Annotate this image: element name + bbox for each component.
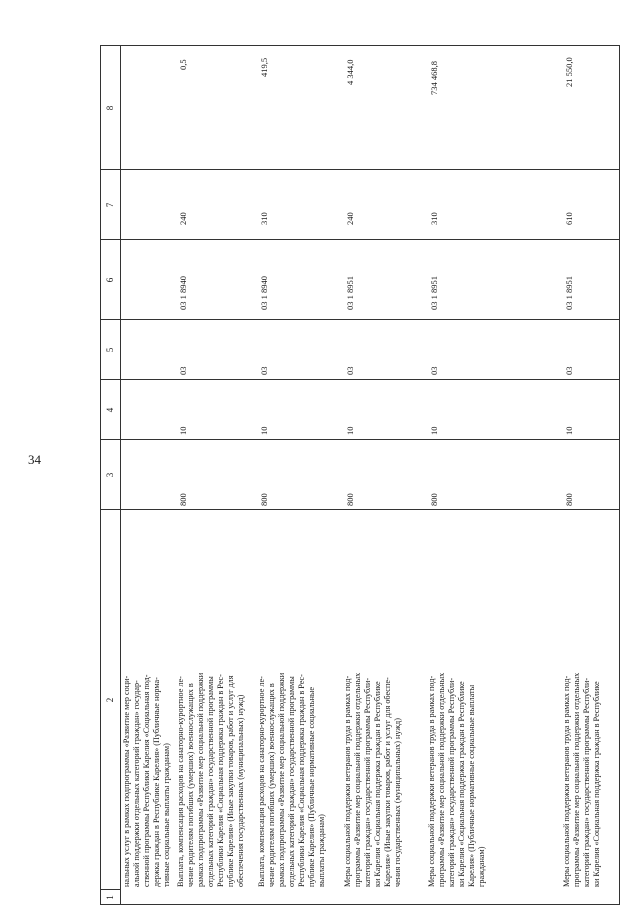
column-number: 3: [105, 472, 115, 478]
column-number: 6: [105, 277, 115, 283]
cell-c5: 03: [345, 366, 355, 375]
column-number: 2: [105, 697, 115, 703]
column-number: 7: [105, 202, 115, 208]
col-divider-4-5: [100, 379, 620, 380]
col-divider-7-8: [100, 169, 620, 170]
cell-c7: 310: [429, 212, 439, 225]
cell-c6: 03 1 8951: [564, 276, 574, 310]
cell-c8: 734 468,8: [429, 61, 439, 95]
row-description: Меры социальной поддержки ветеранов труда в рамках под- программы «Развитие мер социальной поддержки отдельных категорий граждан» государственной программы Республи- ки Карелия «Социальная поддержка граждан в Республике Карелия» (Иные закупки товаров, работ и услуг для обеспе- чения государственных (муниципальных) нужд): [343, 672, 402, 887]
cell-c7: 240: [178, 212, 188, 225]
cell-c6: 03 1 8951: [429, 276, 439, 310]
col-divider-5-6: [100, 319, 620, 320]
table-border-bottom: [619, 45, 620, 905]
row-description: Выплата, компенсация расходов на санаторно-курортное ле- чение родителям погибших (умерших) военнослужащих в рамках подпрограммы «Развитие мер социальной поддержки отдельных категорий граждан» государственной программы Республики Карелия «Социальная поддержка граждан в Рес- публике Карелия» (Публичные нормативные социальные выплаты гражданам): [257, 672, 326, 887]
row-description: нальных услуг в рамках подпрограммы «Развитие мер соци- альной поддержки отдельных категорий граждан» государ- ственной программы Республики Карелия «Социальная под- держка граждан в Республике Карелия» (Публичные норма- тивные социальные выплаты гражданам): [122, 674, 171, 887]
cell-c3: 800: [345, 493, 355, 506]
budget-table: [100, 45, 620, 905]
cell-c8: 4 344,0: [345, 59, 355, 85]
cell-c6: 03 1 8951: [345, 276, 355, 310]
page-number: 34: [28, 452, 41, 467]
cell-c4: 10: [429, 426, 439, 435]
header-row-divider: [120, 45, 121, 905]
cell-c5: 03: [259, 366, 269, 375]
cell-c6: 03 1 8940: [259, 276, 269, 310]
col-divider-2-3: [100, 509, 620, 510]
cell-c5: 03: [564, 366, 574, 375]
cell-c8: 0,5: [178, 59, 188, 70]
cell-c6: 03 1 8940: [178, 276, 188, 310]
cell-c4: 10: [564, 426, 574, 435]
cell-c7: 240: [345, 212, 355, 225]
cell-c7: 310: [259, 212, 269, 225]
col-divider-6-7: [100, 239, 620, 240]
cell-c4: 10: [345, 426, 355, 435]
cell-c8: 21 550,0: [564, 57, 574, 87]
cell-c7: 610: [564, 212, 574, 225]
cell-c4: 10: [259, 426, 269, 435]
table-border-right: [100, 45, 620, 46]
column-number: 1: [105, 895, 115, 900]
row-description: Меры социальной поддержки ветеранов труда в рамках под- программы «Развитие мер социальной поддержки отдельных категорий граждан» государственной программы Республи- ки Карелия «Социальная поддержка граждан в Республике Карелия» (Публичные нормативные социальные выплаты гражданам): [427, 672, 486, 887]
cell-c3: 800: [178, 493, 188, 506]
row-description: Выплата, компенсация расходов на санаторно-курортное ле- чение родителям погибших (умерших) военнослужащих в рамках подпрограммы «Развитие мер социальной поддержки отдельных категорий граждан» государственной программы Республики Карелия «Социальная поддержка граждан в Рес- публике Карелия» (Иные закупки товаров, работ и услуг для обеспечения государственных (муниципальных) нужд): [176, 672, 245, 887]
cell-c3: 800: [429, 493, 439, 506]
cell-c4: 10: [178, 426, 188, 435]
cell-c3: 800: [259, 493, 269, 506]
column-number: 4: [105, 407, 115, 413]
cell-c5: 03: [178, 366, 188, 375]
row-description: Меры социальной поддержки ветеранов труда в рамках под- программы «Развитие мер социальной поддержки отдельных категорий граждан» государственной программы Республи- ки Карелия «Социальная поддержка граждан в Республике: [562, 672, 601, 887]
column-number: 5: [105, 347, 115, 353]
column-number: 8: [105, 105, 115, 111]
cell-c3: 800: [564, 493, 574, 506]
cell-c5: 03: [429, 366, 439, 375]
col-divider-3-4: [100, 439, 620, 440]
cell-c8: 419,5: [259, 57, 269, 77]
